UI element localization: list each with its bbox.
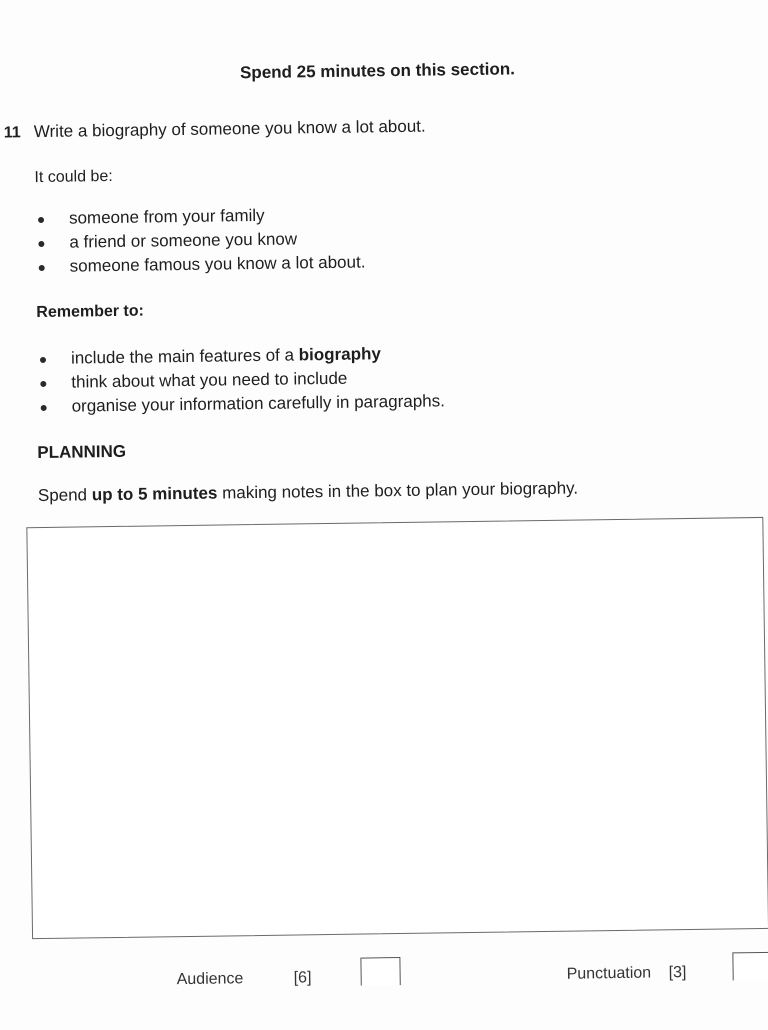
- mark-scheme-footer: [6, 950, 768, 991]
- punctuation-label: Punctuation: [566, 964, 652, 983]
- bullet-icon: [40, 381, 46, 387]
- list-item: someone famous you know a lot about.: [37, 250, 366, 279]
- bullet-icon: [39, 265, 45, 271]
- punctuation-marks: [3]: [668, 964, 687, 982]
- list-item: a friend or someone you know: [36, 226, 365, 255]
- list-item: include the main features of a biography: [38, 341, 445, 371]
- remember-list: [38, 341, 445, 419]
- audience-marks: [6]: [293, 969, 312, 987]
- planning-instruction: Spend up to 5 minutes making notes in the box to plan your biography.: [37, 478, 579, 506]
- question-number: 11: [3, 124, 21, 142]
- remember-heading: Remember to:: [36, 302, 145, 322]
- audience-label: Audience: [176, 970, 244, 989]
- list-item: someone from your family: [36, 202, 365, 231]
- subject-options-list: [36, 202, 366, 279]
- list-item: organise your information carefully in paragraphs.: [38, 389, 445, 419]
- bullet-icon: [38, 241, 44, 247]
- question-text: Write a biography of someone you know a lot about.: [33, 116, 426, 142]
- section-time-instruction: Spend 25 minutes on this section.: [239, 59, 516, 83]
- list-item: think about what you need to include: [38, 365, 445, 395]
- bullet-icon: [38, 217, 44, 223]
- planning-heading: PLANNING: [37, 441, 127, 463]
- options-intro: It could be:: [34, 167, 113, 187]
- bullet-icon: [40, 357, 46, 363]
- punctuation-mark-box[interactable]: [732, 952, 768, 991]
- audience-mark-box[interactable]: [360, 957, 401, 990]
- bullet-icon: [41, 405, 47, 411]
- planning-notes-box[interactable]: [26, 517, 768, 939]
